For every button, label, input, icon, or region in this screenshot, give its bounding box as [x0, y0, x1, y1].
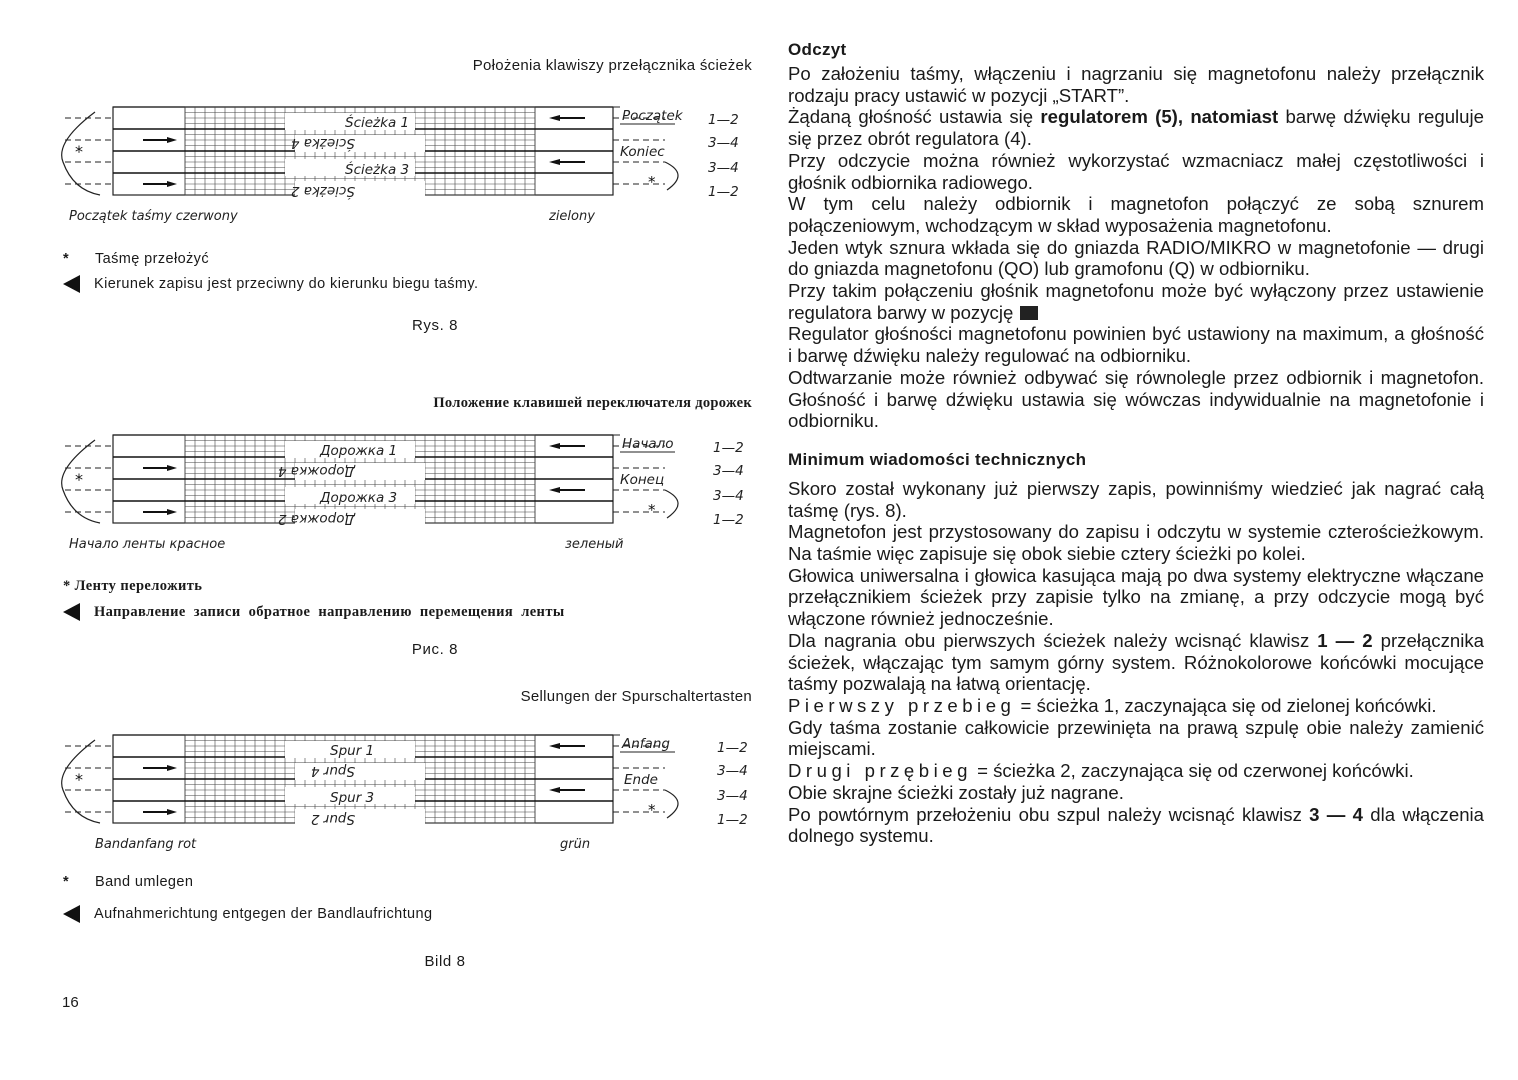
svg-text:*: *	[75, 470, 83, 489]
track-label-2: Spur 2	[310, 811, 355, 827]
track-label-4: Ścieżka 4	[290, 135, 355, 151]
russian-figure-title: Положение клавишей переключателя дорожек	[433, 395, 752, 411]
position-1: 1—2	[713, 440, 744, 456]
track-label-4: Дорожка 4	[277, 463, 355, 479]
paragraph: Obie skrajne ścieżki zostały już nagrane.	[788, 781, 1124, 803]
tape-start-label: Początek taśmy czerwony	[69, 209, 238, 224]
track-label-1: Spur 1	[330, 743, 375, 759]
track-label-2: Дорожка 2	[277, 511, 355, 527]
green-label: zielony	[549, 209, 595, 224]
position-1: 1—2	[717, 740, 748, 756]
text-run: Przy takim połączeniu głośnik magnetofonu może być wyłączony przez ustawienie regulatora barwy w pozycję	[788, 280, 1484, 323]
section-heading-minimum: Minimum wiadomości technicznych	[788, 449, 1087, 469]
paragraph	[788, 695, 1484, 717]
position-3: 3—4	[717, 788, 748, 804]
polish-note-arrow	[63, 275, 478, 293]
polish-figure-title: Położenia klawiszy przełącznika ścieżek	[472, 57, 752, 74]
position-2: 3—4	[717, 763, 748, 779]
german-figure-title: Sellungen der Spurschaltertasten	[520, 688, 752, 705]
tape-start-label: Bandanfang rot	[95, 837, 197, 852]
svg-text:*: *	[648, 801, 656, 819]
german-caption: Bild 8	[424, 953, 466, 970]
note-text: Aufnahmerichtung entgegen der Bandlaufrichtung	[94, 906, 433, 922]
track-label-3: Spur 3	[330, 790, 375, 806]
section-heading-odczyt: Odczyt	[788, 40, 847, 59]
paragraph: Głowica uniwersalna i głowica kasująca mają po dwa systemy elektryczne włączane przełącznikiem ścieżek przy zapisie tylko na zmianę, a przy odczycie mogą być włączone również jednocześnie.	[788, 564, 1484, 630]
russian-track-diagram	[55, 430, 760, 550]
text-run-bold: 1 — 2	[1317, 629, 1373, 651]
svg-text:*: *	[75, 142, 83, 161]
paragraph: Odtwarzanie może również odbywać się równolegle przez odbiornik i magnetofon. Głośność i barwę dźwięku ustawia się wówczas indywidualnie na magnetofonie i odbiorniku.	[788, 366, 1484, 432]
russian-note-arrow	[63, 603, 565, 621]
text-run: Dla nagrania obu pierwszych ścieżek należy wcisnąć klawisz	[788, 629, 1318, 651]
note-text: Направление записи обратное направлению перемещения ленты	[94, 603, 565, 620]
end-label: Конец	[620, 472, 665, 488]
note-text: Taśmę przełożyć	[95, 251, 209, 267]
right-column	[788, 40, 1484, 847]
record-direction-icon	[63, 275, 80, 293]
paragraph: Po założeniu taśmy, włączeniu i nagrzaniu się magnetofonu należy przełącznik rodzaju pracy ustawić w pozycji „START”.	[788, 63, 1484, 106]
text-run: Po powtórnym przełożeniu obu szpul należy wcisnąć klawisz	[788, 803, 1310, 825]
green-label: зеленый	[565, 537, 624, 552]
paragraph: Skoro został wykonany już pierwszy zapis, powinniśmy wiedzieć jak nagrać całą taśmę (rys. 8).	[788, 477, 1484, 521]
track-label-1: Дорожка 1	[320, 443, 398, 459]
polish-note-star	[63, 251, 209, 267]
green-label: grün	[560, 837, 591, 852]
text-run: przełącznika ścieżek, włączając tym samym górny system. Różnokolorowe końcówki mocujące taśmy pozwalają na łatwą orientację.	[788, 629, 1484, 695]
end-label: Koniec	[620, 144, 665, 160]
svg-text:*: *	[648, 173, 656, 191]
tape-start-label: Начало ленты красное	[69, 537, 226, 552]
polish-track-diagram	[55, 102, 760, 222]
left-column	[55, 40, 760, 1040]
text-run-bold: regulatorem (5), natomiast	[1040, 106, 1279, 128]
text-run: = ścieżka 1, zaczynająca się od zielonej końcówki.	[1015, 694, 1437, 716]
svg-text:*: *	[75, 770, 83, 789]
star-icon: *	[63, 578, 71, 594]
text-run: dla włączenia dolnego systemu.	[788, 803, 1485, 847]
text-run-bold: 3 — 4	[1309, 803, 1363, 825]
text-run-spaced: Pierwszy przebieg	[788, 694, 1016, 716]
paragraph: W tym celu należy odbiornik i magnetofon połączyć ze sobą sznurem połączeniowym, wchodzącym w skład wyposażenia magnetofonu.	[788, 193, 1484, 236]
paragraph: Gdy taśma zostanie całkowicie przewinięta na prawą szpulę obie należy zamienić miejscami.	[788, 716, 1484, 760]
german-note-star	[63, 874, 193, 890]
position-3: 3—4	[708, 160, 739, 176]
start-label: Początek	[622, 108, 683, 124]
star-icon: *	[63, 874, 70, 890]
track-diagram-svg	[55, 102, 760, 222]
paragraph: Regulator głośności magnetofonu powinien być ustawiony na maximum, a głośność i barwę dźwięku należy regulować na odbiorniku.	[788, 323, 1484, 367]
track-label-2: Ścieżka 2	[290, 183, 355, 199]
paragraph	[788, 760, 1484, 782]
track-label-4: Spur 4	[310, 763, 355, 779]
text-run: Żądaną głośność ustawia się	[788, 106, 1041, 128]
position-2: 3—4	[708, 135, 739, 151]
position-4: 1—2	[717, 812, 748, 828]
position-4: 1—2	[713, 512, 744, 528]
speaker-off-icon	[1020, 306, 1038, 320]
paragraph: Magnetofon jest przystosowany do zapisu i odczytu w systemie czterościeżkowym. Na taśmie więc zapisuje się obok siebie cztery ścieżki po kolei.	[788, 521, 1484, 565]
text-run: barwę dźwięku reguluje się przez obrót regulatora (4).	[788, 106, 1484, 150]
german-track-diagram	[55, 730, 760, 850]
position-4: 1—2	[708, 184, 739, 200]
note-text: Kierunek zapisu jest przeciwny do kierunku biegu taśmy.	[94, 276, 479, 292]
polish-caption: Rys. 8	[411, 317, 459, 334]
paragraph: Jeden wtyk sznura wkłada się do gniazda RADIO/MIKRO w magnetofonie — drugi do gniazda magnetofonu (QO) lub gramofonu (Q) w odbiorniku.	[788, 236, 1484, 280]
text-run: = ścieżka 2, zaczynająca się od czerwonej końcówki.	[971, 760, 1414, 782]
end-label: Ende	[624, 772, 658, 788]
track-label-1: Ścieżka 1	[345, 115, 410, 131]
star-icon: *	[63, 251, 70, 267]
paragraph: Przy odczycie można również wykorzystać wzmacniacz małej częstotliwości i głośnik odbiornika radiowego.	[788, 149, 1484, 193]
position-2: 3—4	[713, 463, 744, 479]
start-label: Anfang	[622, 736, 670, 752]
page-number: 16	[62, 994, 79, 1011]
track-label-3: Ścieżka 3	[345, 162, 410, 178]
note-text: Ленту переложить	[74, 578, 203, 594]
paragraph	[788, 630, 1484, 695]
position-1: 1—2	[708, 112, 739, 128]
note-text: Band umlegen	[95, 874, 194, 890]
record-direction-icon	[63, 603, 80, 621]
start-label: Начало	[622, 436, 674, 452]
track-diagram-svg	[55, 730, 760, 850]
track-diagram-svg	[55, 430, 760, 550]
paragraph	[788, 280, 1484, 323]
text-run-spaced: Drugi przębieg	[788, 760, 972, 782]
svg-text:*: *	[648, 501, 656, 519]
russian-caption: Рис. 8	[411, 641, 459, 658]
paragraph	[788, 804, 1484, 847]
position-3: 3—4	[713, 488, 744, 504]
russian-note-star	[63, 578, 202, 595]
record-direction-icon	[63, 905, 80, 923]
paragraph	[788, 106, 1484, 149]
german-note-arrow	[63, 905, 432, 923]
track-label-3: Дорожка 3	[320, 490, 398, 506]
